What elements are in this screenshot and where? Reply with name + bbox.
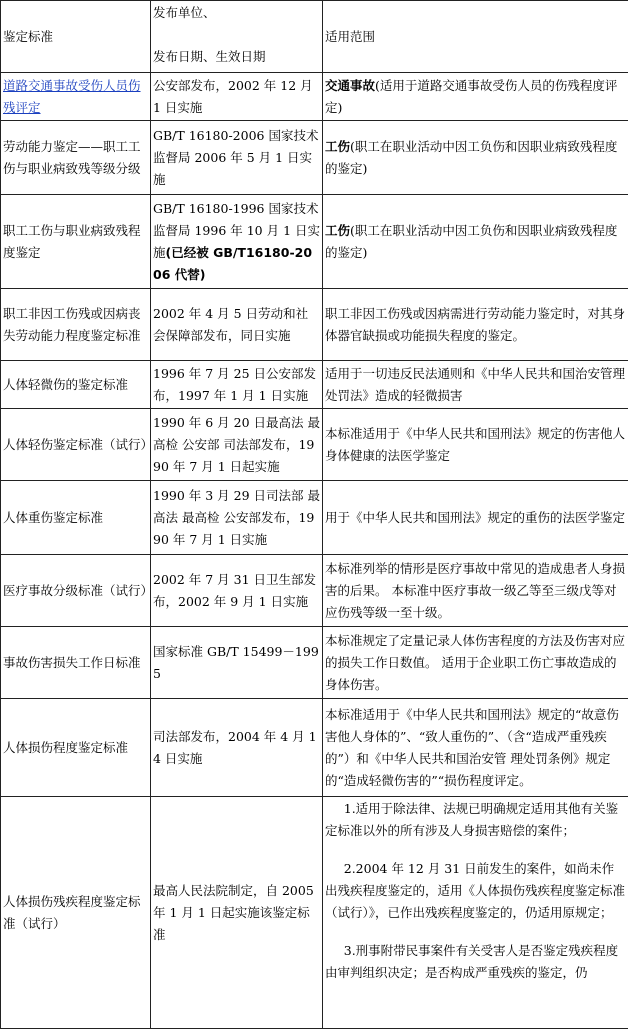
issuer-text: GB/T 16180-1996 国家技术监督局 1996 年 10 月 1 日实施: [153, 200, 321, 260]
table-row: [1, 73, 628, 121]
issuer-text: 1996 年 7 月 25 日公安部发布，1997 年 1 月 1 日实施: [153, 365, 317, 403]
header-standard-text: 鉴定标准: [3, 28, 54, 44]
issuer-text: 2002 年 7 月 31 日卫生部发布，2002 年 9 月 1 日实施: [153, 571, 317, 609]
table-row: [1, 289, 628, 361]
issuer-cell: [151, 409, 323, 481]
scope-category: 工伤: [325, 138, 351, 154]
issuer-text: 公安部发布，2002 年 12 月 1 日实施: [153, 77, 313, 115]
issuer-cell: [151, 627, 323, 699]
standard-cell: [1, 481, 151, 555]
header-scope-text: 适用范围: [325, 28, 376, 44]
scope-cell: [323, 121, 628, 195]
header-issuer: [151, 1, 323, 73]
issuer-cell: [151, 699, 323, 797]
issuer-text: 国家标准 GB/T 15499－1995: [153, 643, 319, 681]
scope-cell: [323, 797, 628, 1029]
issuer-text: GB/T 16180-2006 国家技术监督局 2006 年 5 月 1 日实施: [153, 127, 319, 187]
scope-cell: [323, 555, 628, 627]
standard-text: 职工工伤与职业病致残程度鉴定: [3, 222, 141, 260]
table-row: [1, 195, 628, 289]
standard-link[interactable]: 道路交通事故受伤人员伤残评定: [3, 77, 141, 115]
scope-text: 用于《中华人民共和国刑法》规定的重伤的法医学鉴定: [325, 509, 626, 525]
issuer-note: (已经被 GB/T16180-2006 代替): [153, 244, 313, 282]
standard-cell: [1, 409, 154, 481]
table-row: [1, 121, 628, 195]
table-row: [1, 627, 628, 699]
standard-cell: [1, 121, 151, 195]
table-row: [1, 797, 628, 1029]
issuer-cell: [151, 555, 323, 627]
standard-text: 人体损伤程度鉴定标准: [3, 739, 129, 755]
scope-cell: [323, 627, 628, 699]
scope-item: 1.适用于除法律、法规已明确规定适用其他有关鉴定标准以外的所有涉及人身损害赔偿的案件；: [325, 801, 619, 838]
scope-text: (职工在职业活动中因工负伤和因职业病致残程度的鉴定): [325, 222, 618, 260]
scope-cell: [323, 409, 628, 481]
issuer-cell: [151, 289, 323, 361]
standard-cell: [1, 289, 151, 361]
scope-text: 本标准列举的情形是医疗事故中常见的造成患者人身损害的后果。 本标准中医疗事故一级乙等至三级戊等对应伤残等级一至十级。: [325, 560, 626, 620]
scope-item: 2.2004 年 12 月 31 日前发生的案件，如尚未作出残疾程度鉴定的，适用《人体损伤残疾程度鉴定标准（试行）》，已作出残疾程度鉴定的，仍适用原规定；: [325, 861, 626, 920]
standard-text: 医疗事故分级标准（试行）: [3, 582, 154, 598]
scope-category: 工伤: [325, 222, 351, 238]
scope-cell: [323, 481, 628, 555]
scope-cell: [323, 289, 628, 361]
table-row: [1, 409, 628, 481]
issuer-cell: [151, 797, 323, 1029]
standard-text: 事故伤害损失工作日标准: [3, 654, 141, 670]
issuer-cell: [151, 481, 323, 555]
header-standard: [1, 1, 151, 73]
scope-text: 本标准规定了定量记录人体伤害程度的方法及伤害对应的损失工作日数值。 适用于企业职工伤亡事故造成的身体伤害。: [325, 632, 626, 692]
issuer-text: 1990 年 3 月 29 日司法部 最高法 最高检 公安部发布，1990 年 7 月 1 日实施: [153, 487, 321, 547]
standard-text: 职工非因工伤残或因病丧失劳动能力程度鉴定标准: [3, 305, 141, 343]
standard-cell: [1, 699, 151, 797]
standard-cell: [1, 361, 151, 409]
table-row: [1, 481, 628, 555]
scope-cell: [323, 699, 628, 797]
issuer-text: 司法部发布，2004 年 4 月 14 日实施: [153, 728, 317, 766]
header-issuer-line2: 发布日期、生效日期: [153, 49, 266, 64]
issuer-text: 1990 年 6 月 20 日最高法 最高检 公安部 司法部发布，1990 年 7 月 1 日起实施: [153, 414, 321, 474]
issuer-text: 2002 年 4 月 5 日劳动和社会保障部发布，同日实施: [153, 305, 309, 343]
scope-category: 交通事故: [325, 77, 376, 93]
standard-cell: [1, 195, 151, 289]
standard-text: 人体轻微伤的鉴定标准: [3, 376, 129, 392]
standard-text: 人体损伤残疾程度鉴定标准（试行）: [3, 893, 141, 931]
scope-text: 本标准适用于《中华人民共和国刑法》规定的“故意伤害他人身体的”、“致人重伤的”、（含“造成严重残疾的”）和《中华人民共和国治安管 理处罚条例》规定的“造成轻微伤害的”“损伤程度评定。: [325, 706, 619, 788]
issuer-text: 最高人民法院制定，自 2005 年 1 月 1 日起实施该鉴定标准: [153, 882, 314, 942]
issuer-cell: [151, 195, 323, 289]
scope-cell: [323, 73, 628, 121]
standard-cell: [1, 627, 151, 699]
issuer-cell: [151, 121, 323, 195]
scope-text: 本标准适用于《中华人民共和国刑法》规定的伤害他人身体健康的法医学鉴定: [325, 425, 626, 463]
scope-text: (适用于道路交通事故受伤人员的伤残程度评定): [325, 77, 618, 115]
table-row: [1, 361, 628, 409]
standard-text: 劳动能力鉴定——职工工伤与职业病致残等级分级: [3, 138, 141, 176]
standard-cell: [1, 797, 151, 1029]
standard-cell[interactable]: [1, 73, 151, 121]
table-row: [1, 699, 628, 797]
header-scope: [323, 1, 628, 73]
scope-text: 适用于一切违反民法通则和《中华人民共和国治安管理处罚法》造成的轻微损害: [325, 365, 626, 403]
scope-cell: [323, 195, 628, 289]
issuer-cell: [151, 73, 323, 121]
table-row: [1, 555, 628, 627]
scope-item: 3.刑事附带民事案件有关受害人是否鉴定残疾程度由审判组织决定；是否构成严重残疾的鉴定，仍: [325, 943, 619, 980]
header-row: [1, 1, 628, 73]
scope-cell: [323, 361, 628, 409]
standard-cell: [1, 555, 154, 627]
scope-text: (职工在职业活动中因工负伤和因职业病致残程度的鉴定): [325, 138, 618, 176]
standard-text: 人体重伤鉴定标准: [3, 509, 104, 525]
header-issuer-line1: 发布单位、: [153, 5, 216, 20]
scope-text: 职工非因工伤残或因病需进行劳动能力鉴定时，对其身体器官缺损或功能损失程度的鉴定。: [325, 305, 626, 343]
standard-text: 人体轻伤鉴定标准（试行）: [3, 436, 154, 452]
issuer-cell: [151, 361, 323, 409]
